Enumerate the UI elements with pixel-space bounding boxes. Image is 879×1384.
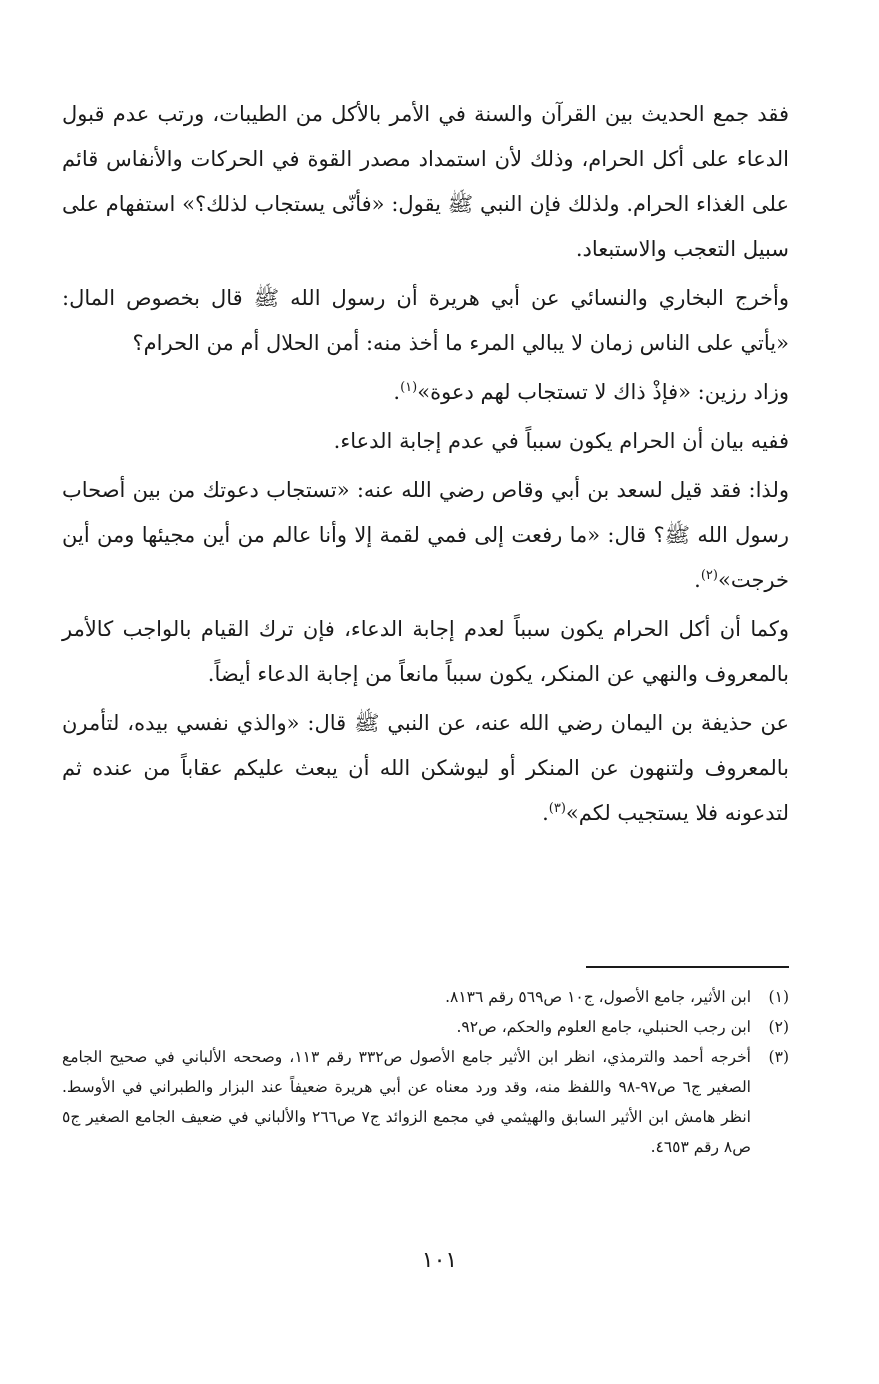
footnote-ref-1[interactable]: (١): [400, 380, 418, 395]
footnote-1: [62, 982, 789, 1012]
paragraph-3: وزاد رزين: «فإذْ ذاك لا تستجاب لهم دعوة»$^{(١)}$.: [393, 380, 789, 404]
paragraph-1: فقد جمع الحديث بين القرآن والسنة في الأمر بالأكل من الطيبات، ورتب عدم قبول الدعاء على أكل الحرام، وذلك لأن استمداد مصدر القوة في الحركات والأنفاس قائم على الغذاء الحرام. ولذلك فإن النبي ﷺ يقول: «فأنّى يستجاب لذلك؟» استفهام على سبيل التعجب والاستبعاد.: [62, 102, 789, 261]
footnote-ref-2[interactable]: (٢): [700, 568, 718, 583]
footnote-3: [62, 1042, 789, 1162]
paragraph-5: ولذا: فقد قيل لسعد بن أبي وقاص رضي الله عنه: «تستجاب دعوتك من بين أصحاب رسول الله ﷺ؟ قال: «ما رفعت إلى فمي لقمة إلا وأنا عالم من أين مجيئها ومن أين خرجت»$^{(٢)}$.: [62, 478, 789, 592]
footnote-number: (٢): [768, 1018, 789, 1036]
footnote-ref-3[interactable]: (٣): [548, 801, 566, 816]
paragraph-4: ففيه بيان أن الحرام يكون سبباً في عدم إجابة الدعاء.: [333, 429, 789, 453]
footnote-number: (٣): [768, 1048, 789, 1066]
footnote-text: ابن رجب الحنبلي، جامع العلوم والحكم، ص٩٢.: [456, 1018, 751, 1036]
footnote-divider: [586, 966, 789, 968]
footnote-text: أخرجه أحمد والترمذي، انظر ابن الأثير جامع الأصول ص٣٣٢ رقم ١١٣، وصححه الألباني في صحيح الجامع الصغير ج٦ ص٩٧-٩٨ واللفظ منه، وقد ورد معناه عن أبي هريرة ضعيفاً عند البزار والطبراني في الأوسط. انظر هامش ابن الأثير السابق والهيثمي في مجمع الزوائد ج٧ ص٢٦٦ والألباني في ضعيف الجامع الصغير ج٥ ص٨ رقم ٤٦٥٣.: [62, 1048, 751, 1156]
footnote-number: (١): [768, 988, 789, 1006]
footnote-text: ابن الأثير، جامع الأصول، ج١٠ ص٥٦٩ رقم ٨١٣٦.: [445, 988, 751, 1006]
footnotes: [62, 982, 789, 1162]
footnote-2: [62, 1012, 789, 1042]
main-text: [62, 92, 789, 840]
paragraph-2: وأخرج البخاري والنسائي عن أبي هريرة أن رسول الله ﷺ قال بخصوص المال: «يأتي على الناس زمان لا يبالي المرء ما أخذ منه: أمن الحلال أم من الحرام؟: [62, 286, 789, 355]
paragraph-7: عن حذيفة بن اليمان رضي الله عنه، عن النبي ﷺ قال: «والذي نفسي بيده، لتأمرن بالمعروف ولتنهون عن المنكر أو ليوشكن الله أن يبعث عليكم عقاباً من عنده ثم لتدعونه فلا يستجيب لكم»$^{(٣)}$.: [62, 711, 789, 825]
paragraph-6: وكما أن أكل الحرام يكون سبباً لعدم إجابة الدعاء، فإن ترك القيام بالواجب كالأمر بالمعروف والنهي عن المنكر، يكون سبباً مانعاً من إجابة الدعاء أيضاً.: [62, 617, 789, 686]
page-number: ١٠١: [421, 1248, 458, 1273]
